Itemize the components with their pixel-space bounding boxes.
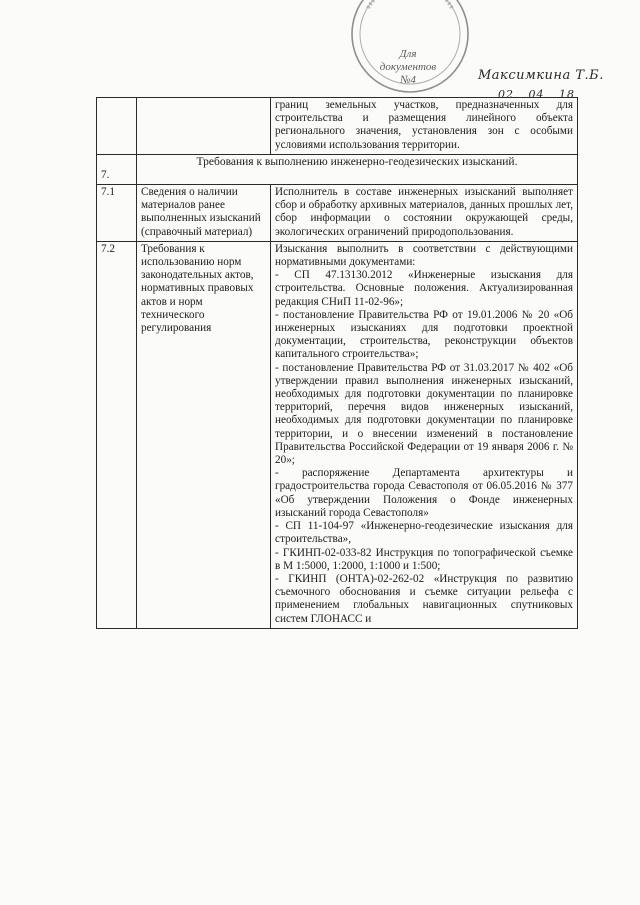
- section-number: 7.: [97, 154, 137, 184]
- content-paragraph: - постановление Правительства РФ от 19.01.2006 № 20 «Об инженерных изысканиях для подготовки проектной документации, строительства, реконструкции объектов капитального строительства»;: [275, 308, 573, 361]
- seal-line-2: документов: [379, 61, 437, 73]
- date-year: 18: [559, 88, 575, 101]
- row-name: Требования к использованию норм законодательных актов, нормативных правовых актов и норм технического регулирования: [137, 241, 271, 628]
- row-name: Сведения о наличии материалов ранее выполненных изысканий (справочный материал): [137, 185, 271, 242]
- continuation-text: границ земельных участков, предназначенных для строительства и размещения линейного объекта регионального значения, установления зон с особыми условиями использования территории.: [275, 99, 573, 151]
- content-paragraph: Исполнитель в составе инженерных изысканий выполняет сбор и обработку архивных материалов, данных прошлых лет, сбор информации о состоянии окружающей среды, экологических ограничений природопользования.: [275, 186, 573, 238]
- row-name-cell: [137, 98, 271, 155]
- handwritten-signature: Максимкина Т.Б.: [478, 68, 604, 83]
- content-paragraph: - СП 47.13130.2012 «Инженерные изыскания для строительства. Основные положения. Актуализированная редакция СНиП 11-02-96»;: [275, 269, 573, 308]
- content-paragraph: Изыскания выполнить в соответствии с действующими нормативными документами:: [275, 242, 573, 269]
- row-number: 7.1: [97, 185, 137, 242]
- content-paragraph: - СП 11-104-97 «Инженерно-геодезические изыскания для строительства»,: [275, 520, 573, 546]
- table-row: [97, 241, 578, 628]
- date-day: 02: [498, 88, 514, 101]
- requirements-table: [96, 97, 578, 629]
- content-paragraph: - распоряжение Департамента архитектуры и градостроительства города Севастополя от 06.05.2016 № 377 «Об утверждении Положения о Фонде инженерных изысканий города Севастополя»: [275, 467, 573, 519]
- section-row: [97, 154, 578, 184]
- content-paragraph: - постановление Правительства РФ от 31.03.2017 № 402 «Об утверждении правил выполнения инженерных изысканий, необходимых для подготовки документации по планировке территорий, перечня видов инженерных изысканий, необходимых для подготовки документации по планировке территории, и о внесении изменений в постановление Правительства Российской Федерации от 19 января 2006 г. № 20»;: [275, 361, 573, 467]
- content-paragraph: - ГКИНП-02-033-82 Инструкция по топографической съемке в М 1:5000, 1:2000, 1:1000 и 1:500;: [275, 546, 573, 572]
- content-paragraph: - ГКИНП (ОНТА)-02-262-02 «Инструкция по развитию съемочного обоснования и съемке ситуации рельефа с применением глобальных навигационных спутниковых систем ГЛОНАСС и: [275, 572, 573, 625]
- table-row: [97, 98, 578, 155]
- seal-line-3: №4: [400, 74, 416, 86]
- continuation-cell: [271, 98, 578, 155]
- seal-text: [373, 48, 443, 87]
- table-row: [97, 185, 578, 242]
- date-month: 04: [528, 88, 545, 101]
- row-content: [271, 241, 578, 628]
- seal-line-1: Для: [399, 48, 417, 60]
- row-content: [271, 185, 578, 242]
- row-number-cell: [97, 98, 137, 155]
- stamp-area: [0, 0, 640, 100]
- section-title: Требования к выполнению инженерно-геодезических изысканий.: [137, 154, 578, 184]
- row-number: 7.2: [97, 241, 137, 628]
